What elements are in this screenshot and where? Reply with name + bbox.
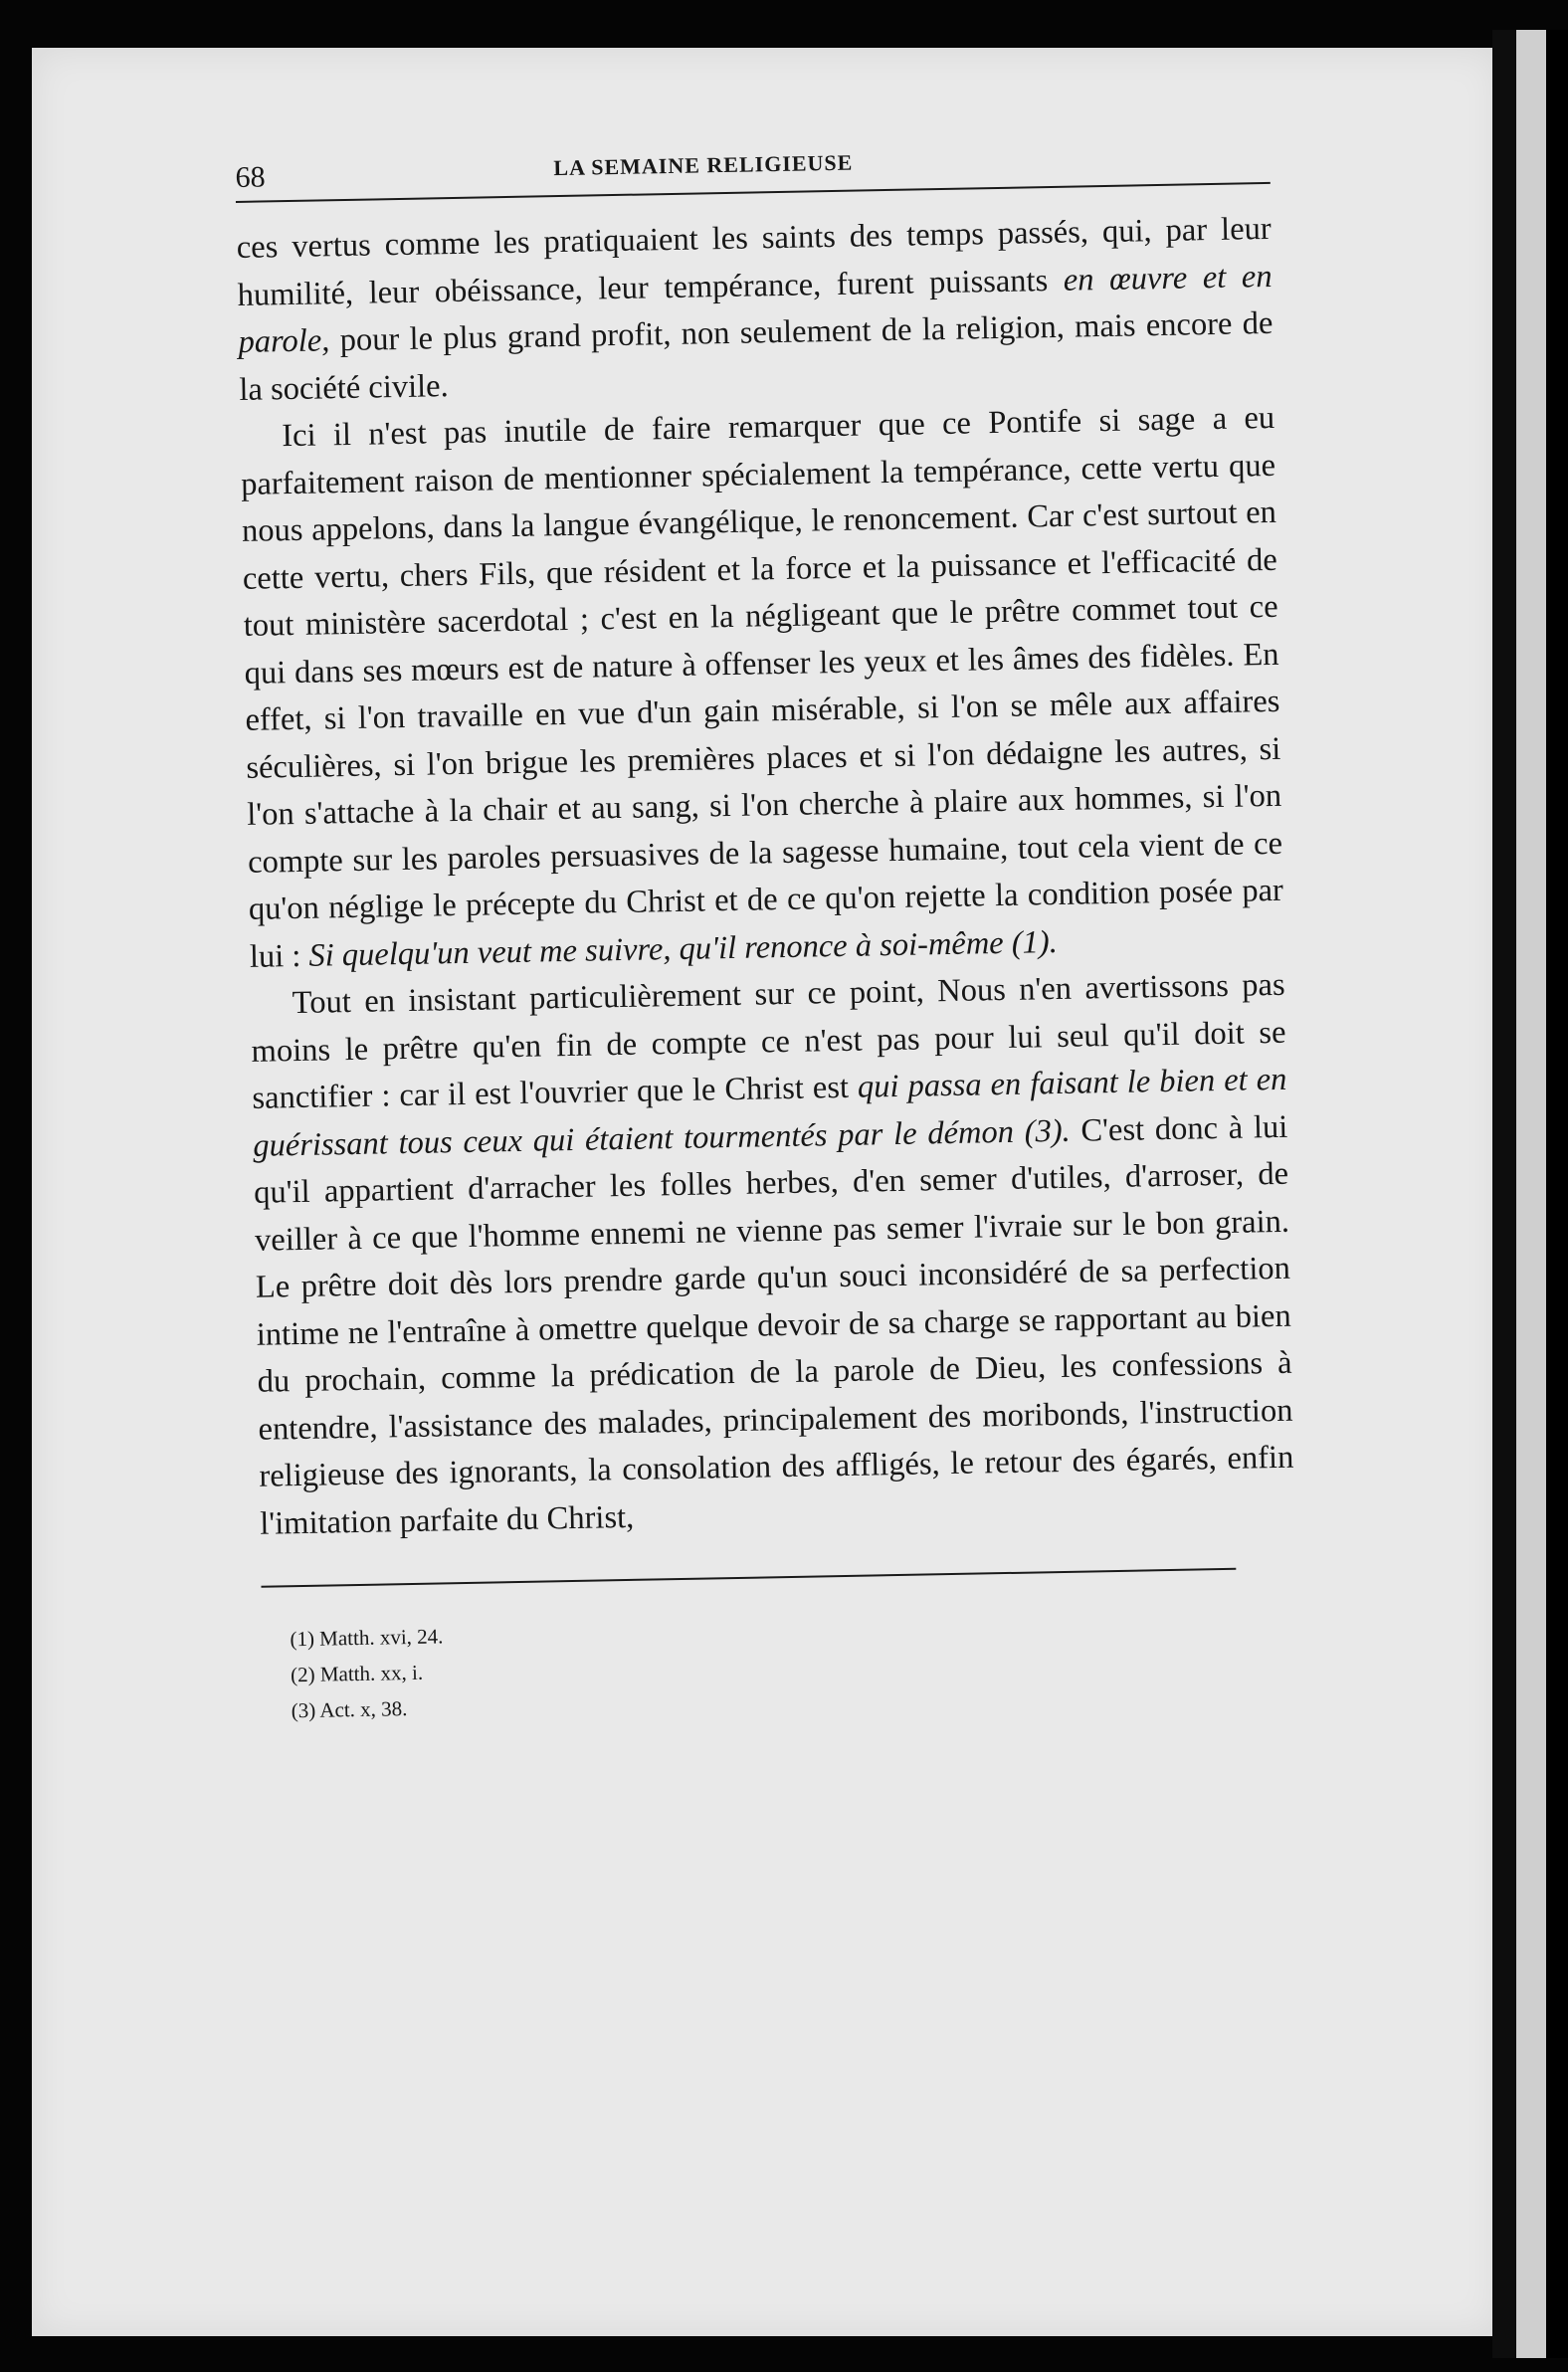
footnotes <box>290 1603 1298 1729</box>
paragraph-1 <box>236 206 1274 414</box>
paragraph-1-italic-1: en œuvre et en parole, <box>238 258 1273 360</box>
paragraph-3 <box>250 962 1294 1548</box>
paragraph-1-text-2: pour le plus grand profit, non seulement de la religion, mais encore de la société civile. <box>239 304 1274 408</box>
footnote-1: (1) Matth. xvi, 24. <box>290 1624 444 1652</box>
paragraph-1-text-1: ces vertus comme les pratiquaient les saints des temps passés, qui, par leur humilité, leur obéissance, leur tempérance, furent puissants <box>236 210 1272 313</box>
paragraph-3-text-2: C'est donc à lui qu'il appartient d'arracher les folles herbes, d'en semer d'utiles, d'arroser, de veiller à ce que l'homme ennemi ne vienne pas semer l'ivraie sur le bon grain. Le prêtre doit dès lors prendre garde qu'un souci inconsidéré de sa perfection intime ne l'entraîne à omettre quelque devoir de sa charge se rapportant au bien du prochain, comme la prédication de la parole de Dieu, les confessions à entendre, l'assistance des malades, principalement des moribonds, l'instruction religieuse des ignorants, la consolation des affligés, le retour des égarés, enfin l'imitation parfaite du Christ, <box>253 1108 1294 1542</box>
text-block <box>235 130 1298 1729</box>
footnote-rule <box>261 1568 1236 1588</box>
scan-border <box>1546 30 1568 2358</box>
footnote-2: (2) Matth. xx, i. <box>290 1660 424 1687</box>
paragraph-2-text-1: Ici il n'est pas inutile de faire remarquer que ce Pontife si sage a eu parfaitement raison de mentionner spécialement la tempérance, cette vertu que nous appelons, dans la langue évangélique, le renoncement. Car c'est surtout en cette vertu, chers Fils, que résident et la force et la puissance et l'efficacité de tout ministère sacerdotal ; c'est en la négligeant que le prêtre commet tout ce qui dans ses mœurs est de nature à offenser les yeux et les âmes des fidèles. En effet, si l'on travaille en vue d'un gain misérable, si l'on se mêle aux affaires séculières, si l'on brigue les premières places et si l'on dédaigne les autres, si l'on s'attache à la chair et au sang, si l'on cherche à plaire aux hommes, si l'on compte sur les paroles persuasives de la sagesse humaine, tout cela vient de ce qu'on néglige le précepte du Christ et de ce qu'on rejette la condition posée par lui : <box>240 399 1284 975</box>
paragraph-2 <box>240 395 1284 981</box>
footnote-3: (3) Act. x, 38. <box>291 1696 408 1723</box>
paragraph-2-italic-1: Si quelqu'un veut me suivre, qu'il renonce à soi-même (1). <box>308 923 1059 974</box>
paragraph-3-text-1: Tout en insistant particulièrement sur ce point, Nous n'en avertissons pas moins le prêtre qu'en fin de compte ce n'est pas pour lui seul qu'il doit se sanctifier : car il est l'ouvrier que le Christ est <box>251 966 1286 1116</box>
body-text <box>236 206 1294 1548</box>
journal-title: LA SEMAINE RELIGIEUSE <box>553 149 854 181</box>
paragraph-3-italic-1: qui passa en faisant le bien et en guérissant tous ceux qui étaient tourmentés par le démon (3). <box>253 1061 1287 1164</box>
page-number: 68 <box>235 160 266 194</box>
